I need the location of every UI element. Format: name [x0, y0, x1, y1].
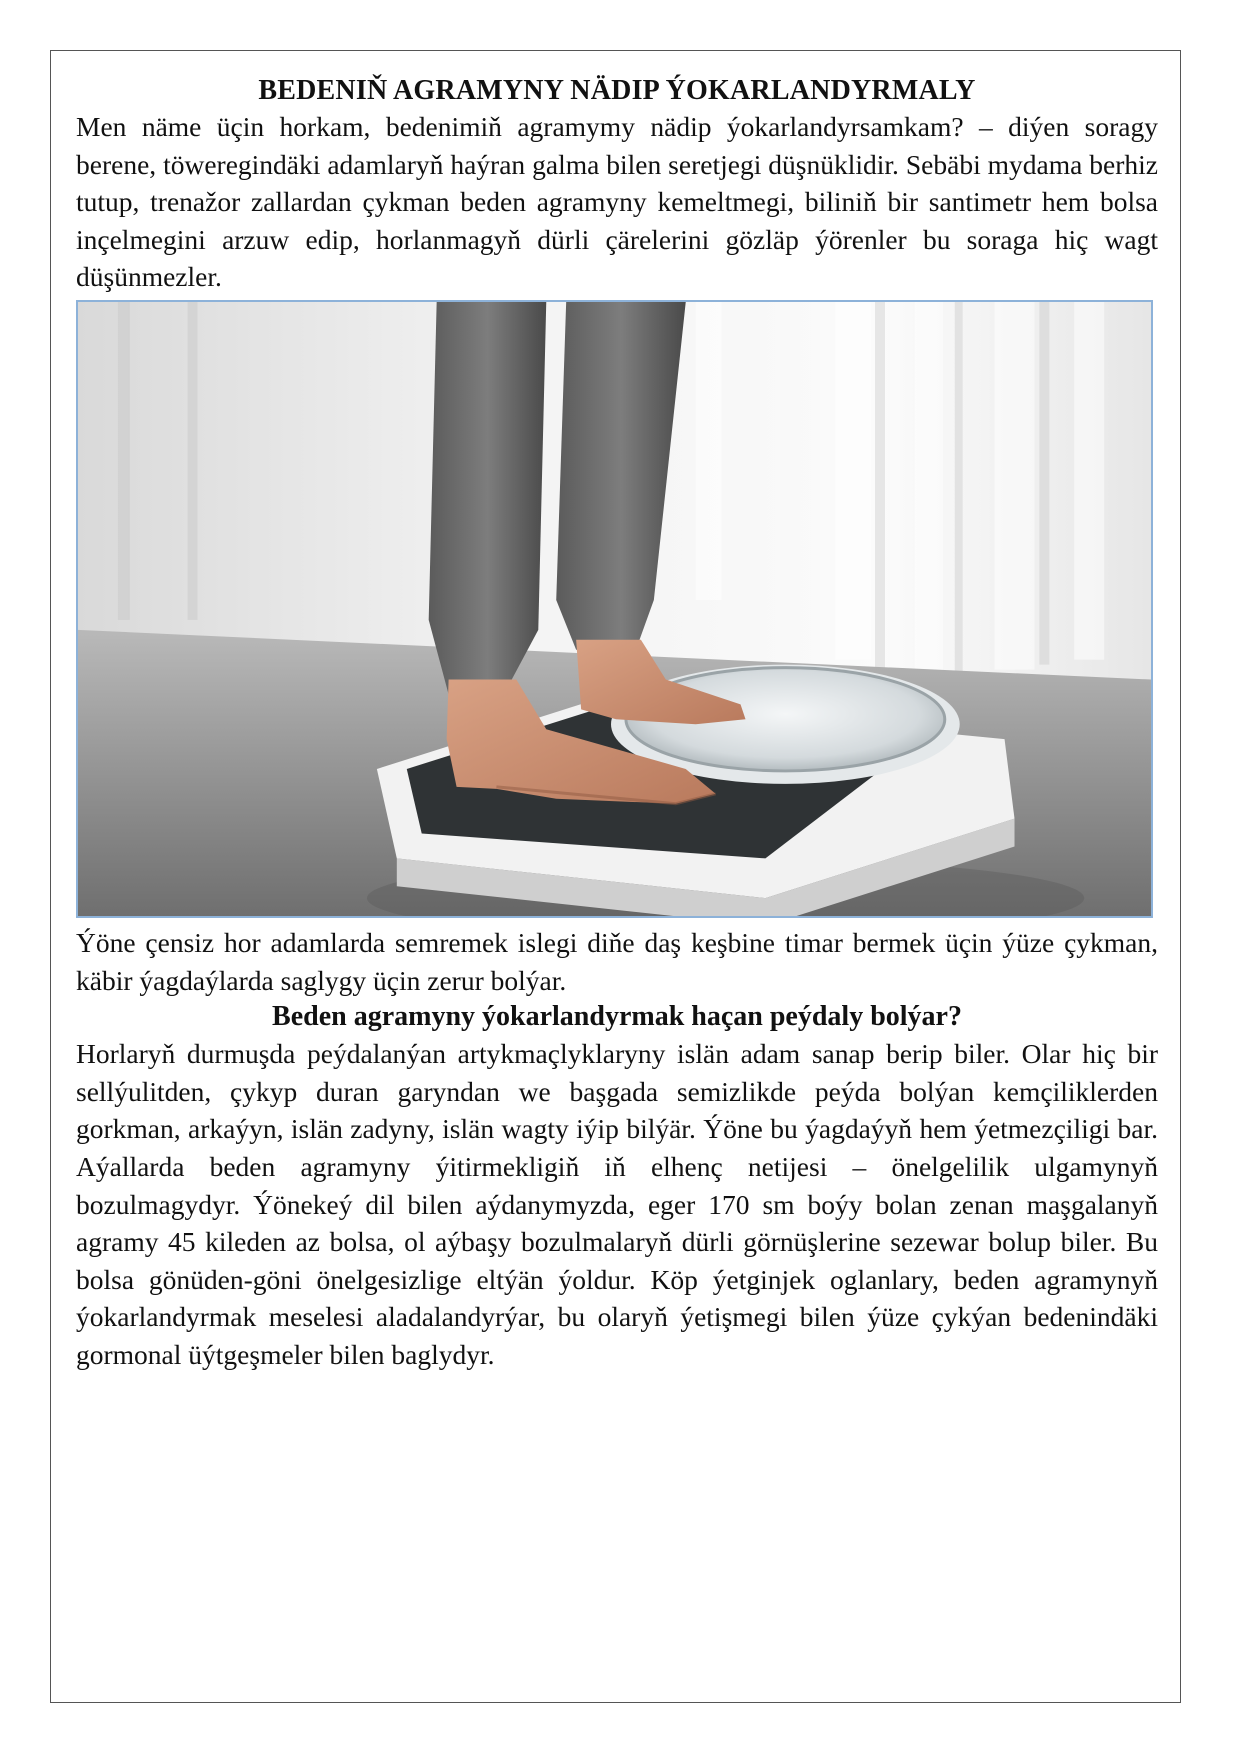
section-subheading: Beden agramyny ýokarlandyrmak haçan peýdaly bolýar? — [272, 1001, 962, 1033]
scale-photo-icon — [78, 302, 1151, 916]
woman-on-scale-photo — [76, 300, 1153, 918]
intro-paragraph: Men näme üçin horkam, bedenimiň agramymy nädip ýokarlandyrsamkam? – diýen soragy berene, töweregindäki adamlaryň haýran galma bilen seretjegi düşnüklidir. Sebäbi mydama berhiz tutup, trenažor zallardan çykman beden agramyny kemeltmegi, biliniň bir santimetr hem bolsa inçelmegini arzuw edip, horlanmagyň dürli çärelerini gözläp ýörenler bu soraga hiç wagt düşünmezler. — [76, 111, 1158, 293]
document-body — [76, 74, 1158, 1374]
body-paragraph: Horlaryň durmuşda peýdalanýan artykmaçlyklaryny islän adam sanap berip biler. Olar hiç bir sellýulitden, çykyp duran garyndan we başgada semizlikde peýda bolýan kemçiliklerden gorkman, arkaýyn, islän zadyny, islän wagty iýip bilýär. Ýöne bu ýagdaýyň hem ýetmezçiligi bar. Aýallarda beden agramyny ýitirmekligiň iň elhenç netijesi – önelgelilik ulgamynyň bozulmagydyr. Ýönekeý dil bilen aýdanymyzda, eger 170 sm boýy bolan zenan maşgalanyň agramy 45 kileden az bolsa, ol aýbaşy bozulmalaryň dürli görnüşlerine sezewar bolup biler. Bu bolsa gönüden-göni önelgesizlige eltýän ýoldur. Köp ýetginjek oglanlary, beden agramynyň ýokarlandyrmak meselesi aladalandyrýar, bu olaryň ýetişmegi bilen ýüze çykýan bedenindäki gormonal üýtgeşmeler bilen baglydyr. — [76, 1038, 1158, 1370]
after-photo-paragraph: Ýöne çensiz hor adamlarda semremek islegi diňe daş keşbine timar bermek üçin ýüze çykman, käbir ýagdaýlarda saglygy üçin zerur bolýar. — [76, 926, 1158, 996]
document-title: BEDENIŇ AGRAMYNY NÄDIP ÝOKARLANDYRMALY — [258, 75, 976, 106]
